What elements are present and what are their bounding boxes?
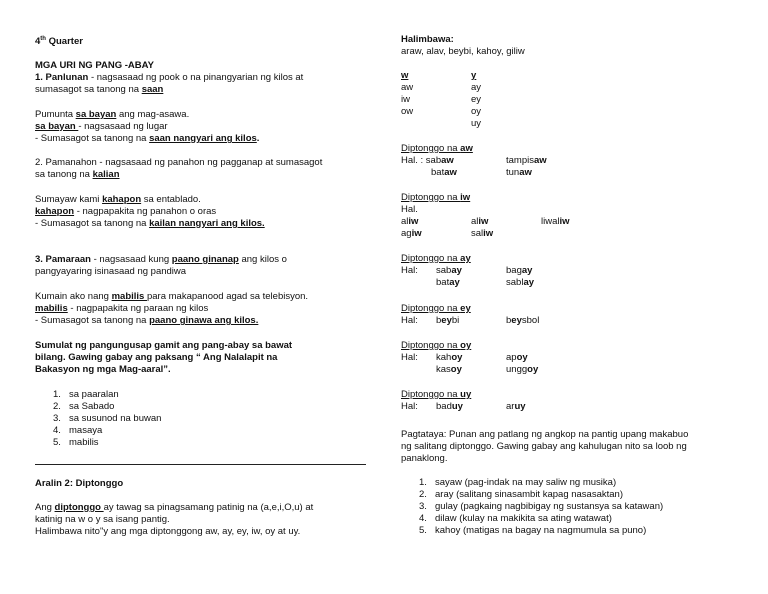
list-item: 5. mabilis — [53, 437, 99, 448]
list-item: 1. sa paaralan — [53, 389, 119, 400]
pagtataya-line-2: ng salitang diptonggo. Gawing gabay ang kahulugan nito sa loob ng — [401, 441, 687, 452]
pamanahon-def-2: sa tanong na kalian — [35, 169, 120, 180]
quiz-item: 4. dilaw (kulay na makikita sa ating watawat) — [419, 513, 612, 524]
w-item: aw — [401, 82, 414, 93]
ey-hal: Hal: — [401, 315, 418, 326]
ay-example-2: bagay — [506, 265, 533, 276]
oy-example-1: kahoy — [436, 352, 463, 363]
quiz-item: 2. aray (salitang sinasambit kapag nasasaktan) — [419, 489, 623, 500]
diptonggo-uy-title: Diptonggo na uy — [401, 389, 472, 400]
w-column-head: w — [401, 70, 409, 81]
quiz-item: 5. kahoy (matigas na bagay na nagmumula sa puno) — [419, 525, 647, 536]
aralin-title: Aralin 2: Diptonggo — [35, 478, 124, 489]
halimbawa-title: Halimbawa: — [401, 34, 454, 45]
iw-example-3: liwaliw — [541, 216, 570, 227]
uy-hal: Hal: — [401, 401, 418, 412]
halimbawa-list: araw, alav, beybi, kahoy, giliw — [401, 46, 525, 57]
section-divider — [35, 464, 366, 465]
quiz-item: 3. gulay (pagkaing nagbibigay ng sustansya sa katawan) — [419, 501, 664, 512]
iw-example-1: aliw — [401, 216, 419, 227]
pamanahon-answer: - Sumasagot sa tanong na kailan nangyari ang kilos. — [35, 218, 265, 229]
aw-example-4: tunaw — [506, 167, 532, 178]
aw-example-2: tampisaw — [506, 155, 547, 166]
iw-hal: Hal. — [401, 204, 418, 215]
diptonggo-ay-title: Diptonggo na ay — [401, 253, 471, 264]
oy-example-4: unggoy — [506, 364, 539, 375]
panlunan-answer: - Sumasagot sa tanong na saan nangyari ang kilos. — [35, 133, 260, 144]
page-title: MGA URI NG PANG -ABAY — [35, 60, 154, 71]
task-line-1: Sumulat ng pangungusap gamit ang pang-abay sa bawat — [35, 340, 293, 351]
iw-example-5: saliw — [471, 228, 494, 239]
pamaraan-def: 3. Pamaraan - nagsasaad kung paano ginanap ang kilos o — [35, 254, 287, 265]
y-item: uy — [471, 118, 482, 129]
diptonggo-oy-title: Diptonggo na oy — [401, 340, 472, 351]
quarter-heading: 4th Quarter — [35, 36, 83, 47]
oy-example-3: kasoy — [436, 364, 462, 375]
diptonggo-ey-title: Diptonggo na ey — [401, 303, 471, 314]
ay-hal: Hal: — [401, 265, 418, 276]
pamanahon-def: 2. Pamanahon - nagsasaad ng panahon ng pagganap at sumasagot — [35, 157, 323, 168]
aralin-def: Ang diptonggo ay tawag sa pinagsamang patinig na (a,e,i,O,u) at — [35, 502, 314, 513]
pamanahon-example: Sumayaw kami kahapon sa entablado. — [35, 194, 201, 205]
uy-example-2: aruy — [506, 401, 526, 412]
aralin-def-3: Halimbawa nito"y ang mga diptonggong aw, ay, ey, iw, oy at uy. — [35, 526, 301, 537]
iw-example-4: agiw — [401, 228, 422, 239]
pamaraan-answer: - Sumasagot sa tanong na paano ginawa ang kilos. — [35, 315, 259, 326]
ay-example-1: sabay — [436, 265, 462, 276]
quiz-item: 1. sayaw (pag-indak na may saliw ng musika) — [419, 477, 617, 488]
panlunan-note: sa bayan - nagsasaad ng lugar — [35, 121, 168, 132]
list-item: 2. sa Sabado — [53, 401, 115, 412]
aw-example-3: bataw — [431, 167, 457, 178]
ey-example-2: beysbol — [506, 315, 540, 326]
ay-example-3: batay — [436, 277, 460, 288]
y-column-head: y — [471, 70, 477, 81]
aw-example-1: Hal. : sabaw — [401, 155, 454, 166]
task-line-2: bilang. Gawing gabay ang paksang “ Ang Nalalapit na — [35, 352, 278, 363]
w-item: iw — [401, 94, 410, 105]
panlunan-def-2: sumasagot sa tanong na saan — [35, 84, 164, 95]
pagtataya-line-1: Pagtataya: Punan ang patlang ng angkop na pantig upang makabuo — [401, 429, 689, 440]
list-item: 4. masaya — [53, 425, 103, 436]
list-item: 3. sa susunod na buwan — [53, 413, 162, 424]
aralin-def-2: katinig na w o y sa isang pantig. — [35, 514, 170, 525]
pamaraan-note: mabilis - nagpapakita ng paraan ng kilos — [35, 303, 209, 314]
panlunan-example: Pumunta sa bayan ang mag-asawa. — [35, 109, 190, 120]
diptonggo-iw-title: Diptonggo na iw — [401, 192, 471, 203]
ey-example-1: beybi — [436, 315, 460, 326]
iw-example-2: aliw — [471, 216, 489, 227]
ay-example-4: sablay — [506, 277, 535, 288]
w-item: ow — [401, 106, 414, 117]
task-line-3: Bakasyon ng mga Mag-aaral”. — [35, 364, 171, 375]
pagtataya-line-3: panaklong. — [401, 453, 448, 464]
uy-example-1: baduy — [436, 401, 463, 412]
y-item: ey — [471, 94, 482, 105]
pamanahon-note: kahapon - nagpapakita ng panahon o oras — [35, 206, 217, 217]
panlunan-def: 1. Panlunan - nagsasaad ng pook o na pinangyarian ng kilos at — [35, 72, 304, 83]
y-item: oy — [471, 106, 482, 117]
diptonggo-aw-title: Diptonggo na aw — [401, 143, 473, 154]
oy-hal: Hal: — [401, 352, 418, 363]
pamaraan-example: Kumain ako nang mabilis para makapanood agad sa telebisyon. — [35, 291, 309, 302]
pamaraan-def-2: pangyayaring isinasaad ng pandiwa — [35, 266, 187, 277]
oy-example-2: apoy — [506, 352, 528, 363]
y-item: ay — [471, 82, 482, 93]
